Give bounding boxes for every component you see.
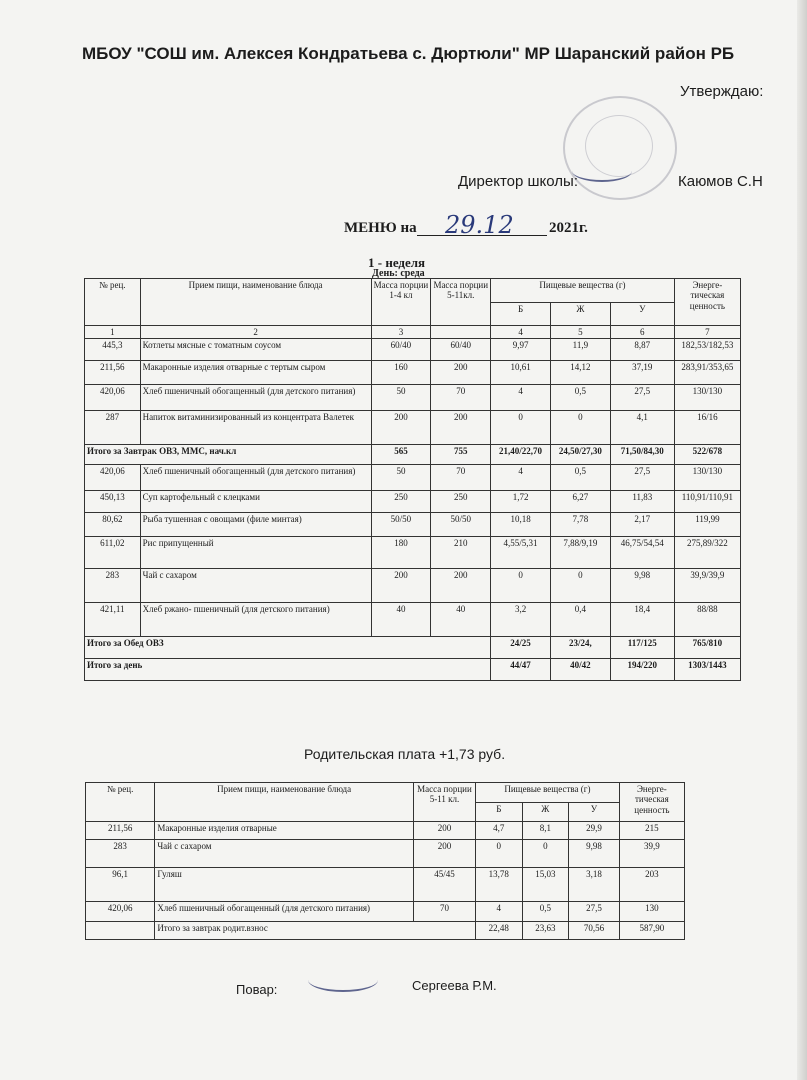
total-cell: 40/42 — [550, 659, 610, 681]
breakfast-rows — [85, 339, 741, 445]
table-cell: 200 — [431, 569, 491, 603]
total-cell: 70,56 — [569, 922, 620, 940]
table-cell: 4 — [491, 465, 551, 491]
header-nutrients: Пищевые вещества (г) — [476, 783, 620, 803]
table-cell: 200 — [413, 822, 475, 840]
table-cell: 50 — [371, 385, 431, 411]
table-row — [86, 902, 685, 922]
table-cell: 9,98 — [569, 840, 620, 868]
table-cell: 421,11 — [85, 603, 141, 637]
table-cell: 0,5 — [550, 385, 610, 411]
table-cell: 7,88/9,19 — [550, 537, 610, 569]
table-cell: 283 — [86, 840, 155, 868]
handwritten-date: 29.12 — [445, 211, 514, 239]
lunch-total-row — [85, 637, 741, 659]
table-cell: 210 — [431, 537, 491, 569]
table-cell: 200 — [431, 411, 491, 445]
table-cell: 4,55/5,31 — [491, 537, 551, 569]
table-cell: 203 — [619, 868, 684, 902]
lunch-rows — [85, 465, 741, 637]
dish-name-cell: Напиток витаминизированный из концентрата Валетек — [140, 411, 371, 445]
table-cell: 50 — [371, 465, 431, 491]
table-row — [85, 513, 741, 537]
table-cell: 211,56 — [85, 361, 141, 385]
table-cell: 37,19 — [610, 361, 674, 385]
total-cell: 755 — [431, 445, 491, 465]
table-cell: 70 — [431, 385, 491, 411]
table-row — [86, 868, 685, 902]
table-cell: 4 — [491, 385, 551, 411]
table-cell: 283,91/353,65 — [674, 361, 740, 385]
table-cell: 287 — [85, 411, 141, 445]
table-cell: 110,91/110,91 — [674, 491, 740, 513]
total-cell: 22,48 — [476, 922, 523, 940]
header-name: Прием пищи, наименование блюда — [140, 279, 371, 326]
table-cell: 0 — [550, 411, 610, 445]
table-row — [85, 385, 741, 411]
table-cell: 88/88 — [674, 603, 740, 637]
dish-name-cell: Макаронные изделия отварные — [155, 822, 414, 840]
table-cell: 200 — [371, 569, 431, 603]
menu-table — [84, 278, 741, 681]
dish-name-cell: Суп картофельный с клецками — [140, 491, 371, 513]
table-cell: 50/50 — [371, 513, 431, 537]
dish-name-cell: Хлеб пшеничный обогащенный (для детского питания) — [140, 465, 371, 491]
breakfast-total-row — [85, 445, 741, 465]
header-energy: Энерге-тическая ценность — [619, 783, 684, 822]
table-cell: 0,5 — [522, 902, 569, 922]
total-cell: 21,40/22,70 — [491, 445, 551, 465]
table-cell: 4,7 — [476, 822, 523, 840]
table-cell: 0,4 — [550, 603, 610, 637]
table-cell: 45/45 — [413, 868, 475, 902]
total-cell: 565 — [371, 445, 431, 465]
table-cell: 182,53/182,53 — [674, 339, 740, 361]
table-cell: 215 — [619, 822, 684, 840]
table-cell: 40 — [371, 603, 431, 637]
col-num: 6 — [610, 326, 674, 339]
table-cell: 445,3 — [85, 339, 141, 361]
total-cell: 522/678 — [674, 445, 740, 465]
col-num: 3 — [371, 326, 431, 339]
dish-name-cell: Макаронные изделия отварные с тертым сыром — [140, 361, 371, 385]
col-num — [431, 326, 491, 339]
table-cell: 3,18 — [569, 868, 620, 902]
table-cell: 80,62 — [85, 513, 141, 537]
director-signature — [572, 160, 632, 182]
table-cell: 4 — [476, 902, 523, 922]
total-cell: 24/25 — [491, 637, 551, 659]
dish-name-cell: Хлеб ржано- пшеничный (для детского питания) — [140, 603, 371, 637]
total-cell: 23/24, — [550, 637, 610, 659]
table-row — [85, 361, 741, 385]
cook-label: Повар: — [236, 982, 278, 997]
total-cell: 765/810 — [674, 637, 740, 659]
table-cell: 180 — [371, 537, 431, 569]
table-cell: 130/130 — [674, 465, 740, 491]
header-mass1: Масса порции 1-4 кл — [371, 279, 431, 326]
fee-menu-table — [85, 782, 685, 940]
dish-name-cell: Рис припущенный — [140, 537, 371, 569]
table-cell: 39,9/39,9 — [674, 569, 740, 603]
header-b: Б — [491, 302, 551, 326]
header-zh: Ж — [522, 802, 569, 822]
table-cell: 9,98 — [610, 569, 674, 603]
total-cell: 194/220 — [610, 659, 674, 681]
table-cell: 27,5 — [569, 902, 620, 922]
table-cell: 27,5 — [610, 465, 674, 491]
header-energy: Энерге-тическая ценность — [674, 279, 740, 326]
table-cell: 2,17 — [610, 513, 674, 537]
table-cell: 250 — [431, 491, 491, 513]
fee-rows — [86, 822, 685, 922]
table-cell: 0 — [491, 411, 551, 445]
dish-name-cell: Хлеб пшеничный обогащенный (для детского питания) — [140, 385, 371, 411]
total-cell: 71,50/84,30 — [610, 445, 674, 465]
table-row — [85, 603, 741, 637]
table-row — [85, 411, 741, 445]
table-cell: 119,99 — [674, 513, 740, 537]
approve-label: Утверждаю: — [680, 83, 764, 100]
col-num: 4 — [491, 326, 551, 339]
table-cell: 1,72 — [491, 491, 551, 513]
table-cell: 8,87 — [610, 339, 674, 361]
table-cell: 96,1 — [86, 868, 155, 902]
col-num: 1 — [85, 326, 141, 339]
table-cell: 70 — [413, 902, 475, 922]
table-cell: 27,5 — [610, 385, 674, 411]
table-cell: 200 — [431, 361, 491, 385]
total-label: Итого за завтрак родит.взнос — [155, 922, 476, 940]
table-cell: 60/40 — [431, 339, 491, 361]
dish-name-cell: Рыба тушенная с овощами (филе минтая) — [140, 513, 371, 537]
table-header-row — [85, 279, 741, 303]
table-cell: 0 — [476, 840, 523, 868]
table-row — [85, 465, 741, 491]
total-label: Итого за Обед ОВЗ — [85, 637, 491, 659]
table-cell: 46,75/54,54 — [610, 537, 674, 569]
header-nutrients: Пищевые вещества (г) — [491, 279, 675, 303]
table-row — [85, 339, 741, 361]
table-header-row — [86, 783, 685, 803]
day-label: День: среда — [372, 268, 425, 279]
cook-signature — [308, 968, 378, 992]
total-label: Итого за день — [85, 659, 491, 681]
table-cell: 40 — [431, 603, 491, 637]
table-cell: 130 — [619, 902, 684, 922]
page-edge-shadow — [797, 0, 807, 1080]
week-label: 1 - неделя — [368, 255, 426, 270]
dish-name-cell: Хлеб пшеничный обогащенный (для детского питания) — [155, 902, 414, 922]
header-u: У — [610, 302, 674, 326]
total-label: Итого за Завтрак ОВЗ, ММС, нач.кл — [85, 445, 372, 465]
table-row — [86, 840, 685, 868]
table-cell: 0,5 — [550, 465, 610, 491]
table-cell: 0 — [550, 569, 610, 603]
header-u: У — [569, 802, 620, 822]
table-cell: 39,9 — [619, 840, 684, 868]
table-cell: 50/50 — [431, 513, 491, 537]
total-cell: 1303/1443 — [674, 659, 740, 681]
cook-name: Сергеева Р.М. — [412, 978, 497, 993]
table-cell: 13,78 — [476, 868, 523, 902]
table-row — [85, 537, 741, 569]
table-cell: 18,4 — [610, 603, 674, 637]
parent-fee: Родительская плата +1,73 руб. — [304, 746, 506, 762]
table-cell: 15,03 — [522, 868, 569, 902]
table-cell: 275,89/322 — [674, 537, 740, 569]
dish-name-cell: Гуляш — [155, 868, 414, 902]
header-mass: Масса порции 5-11 кл. — [413, 783, 475, 822]
table-cell: 211,56 — [86, 822, 155, 840]
table-cell: 200 — [371, 411, 431, 445]
header-zh: Ж — [550, 302, 610, 326]
table-cell: 611,02 — [85, 537, 141, 569]
total-cell: 587,90 — [619, 922, 684, 940]
org-title: МБОУ "СОШ им. Алексея Кондратьева с. Дюртюли" МР Шаранский район РБ — [82, 44, 735, 63]
table-cell: 29,9 — [569, 822, 620, 840]
table-cell: 4,1 — [610, 411, 674, 445]
table-row — [85, 569, 741, 603]
table-cell: 60/40 — [371, 339, 431, 361]
table-cell: 420,06 — [86, 902, 155, 922]
director-label: Директор школы: — [458, 173, 578, 190]
total-cell: 24,50/27,30 — [550, 445, 610, 465]
table-cell: 0 — [491, 569, 551, 603]
table-cell: 250 — [371, 491, 431, 513]
total-cell: 44/47 — [491, 659, 551, 681]
table-cell: 130/130 — [674, 385, 740, 411]
dish-name-cell: Котлеты мясные с томатным соусом — [140, 339, 371, 361]
total-cell: 23,63 — [522, 922, 569, 940]
col-num: 5 — [550, 326, 610, 339]
day-total-row — [85, 659, 741, 681]
table-cell: 3,2 — [491, 603, 551, 637]
table-cell: 14,12 — [550, 361, 610, 385]
total-cell: 117/125 — [610, 637, 674, 659]
col-num: 2 — [140, 326, 371, 339]
menu-year: 2021г. — [549, 220, 588, 236]
header-num: № рец. — [85, 279, 141, 326]
dish-name-cell: Чай с сахаром — [155, 840, 414, 868]
table-row — [86, 822, 685, 840]
table-cell: 9,97 — [491, 339, 551, 361]
table-cell: 70 — [431, 465, 491, 491]
table-cell: 200 — [413, 840, 475, 868]
table-cell: 11,9 — [550, 339, 610, 361]
table-cell: 283 — [85, 569, 141, 603]
table-cell: 11,83 — [610, 491, 674, 513]
blank-cell — [86, 922, 155, 940]
table-cell: 6,27 — [550, 491, 610, 513]
table-cell: 420,06 — [85, 465, 141, 491]
dish-name-cell: Чай с сахаром — [140, 569, 371, 603]
menu-label: МЕНЮ на — [344, 220, 417, 236]
header-name: Прием пищи, наименование блюда — [155, 783, 414, 822]
table-cell: 420,06 — [85, 385, 141, 411]
table-cell: 7,78 — [550, 513, 610, 537]
column-number-row — [85, 326, 741, 339]
table-cell: 10,61 — [491, 361, 551, 385]
header-b: Б — [476, 802, 523, 822]
table-cell: 8,1 — [522, 822, 569, 840]
director-name: Каюмов С.Н — [678, 173, 763, 190]
table-row — [85, 491, 741, 513]
col-num: 7 — [674, 326, 740, 339]
table-cell: 10,18 — [491, 513, 551, 537]
table-cell: 160 — [371, 361, 431, 385]
table-cell: 450,13 — [85, 491, 141, 513]
header-num: № рец. — [86, 783, 155, 822]
header-mass2: Масса порции 5-11кл. — [431, 279, 491, 326]
table-cell: 0 — [522, 840, 569, 868]
table-cell: 16/16 — [674, 411, 740, 445]
fee-total-row — [86, 922, 685, 940]
